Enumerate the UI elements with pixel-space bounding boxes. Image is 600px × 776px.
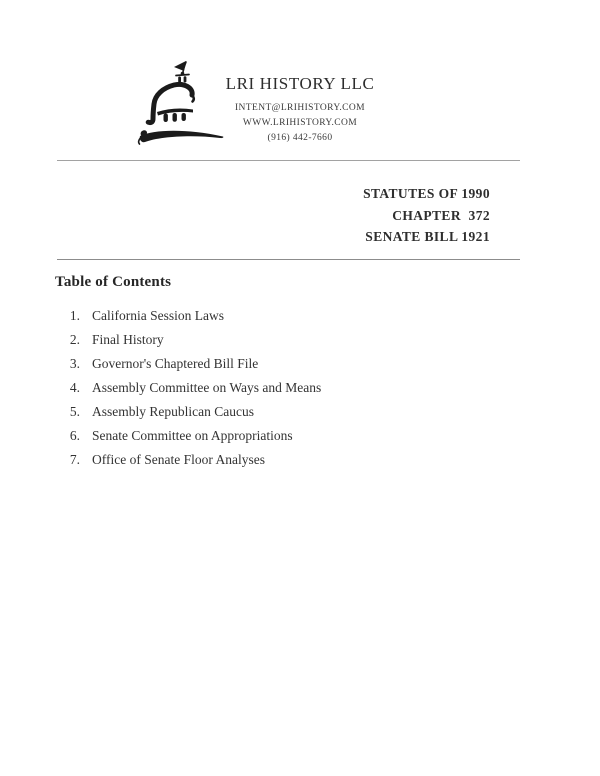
toc-item (68, 330, 528, 354)
statutes-line: STATUTES OF 1990 (363, 186, 490, 201)
toc-item-label: Assembly Republican Caucus (92, 404, 254, 419)
toc-item (68, 306, 528, 330)
reference-divider (57, 259, 520, 260)
bill-reference-block (363, 183, 490, 248)
email-address: INTENT@LRIHISTORY.COM (234, 103, 365, 113)
chapter-line: CHAPTER 372 (392, 207, 490, 223)
toc-item-label: Office of Senate Floor Analyses (92, 452, 265, 467)
toc-item (68, 450, 528, 474)
toc-item-number: 2. (69, 332, 80, 347)
toc-item-number: 6. (69, 428, 80, 443)
toc-item-label: California Session Laws (92, 308, 224, 323)
letterhead (150, 74, 450, 146)
toc-item-number: 1. (69, 308, 80, 323)
toc-item-number: 5. (69, 404, 80, 419)
toc-item-label: Senate Committee on Appropriations (92, 428, 293, 443)
header-divider (57, 160, 520, 161)
toc-item (68, 402, 528, 426)
company-name: LRI HISTORY LLC (225, 74, 375, 93)
toc-item (68, 426, 528, 450)
toc-item (68, 378, 528, 402)
senate-bill-line: SENATE BILL 1921 (365, 229, 490, 244)
website-url: WWW.LRIHISTORY.COM (242, 118, 358, 128)
toc-item-number: 4. (69, 380, 80, 395)
toc-list (68, 306, 528, 474)
toc-item (68, 354, 528, 378)
toc-item-number: 7. (69, 452, 80, 467)
toc-item-label: Governor's Chaptered Bill File (92, 356, 259, 371)
toc-item-label: Assembly Committee on Ways and Means (92, 380, 322, 395)
toc-heading: Table of Contents (55, 274, 172, 290)
phone-number: (916) 442-7660 (267, 133, 333, 143)
toc-item-number: 3. (69, 356, 80, 371)
toc-item-label: Final History (92, 332, 164, 347)
